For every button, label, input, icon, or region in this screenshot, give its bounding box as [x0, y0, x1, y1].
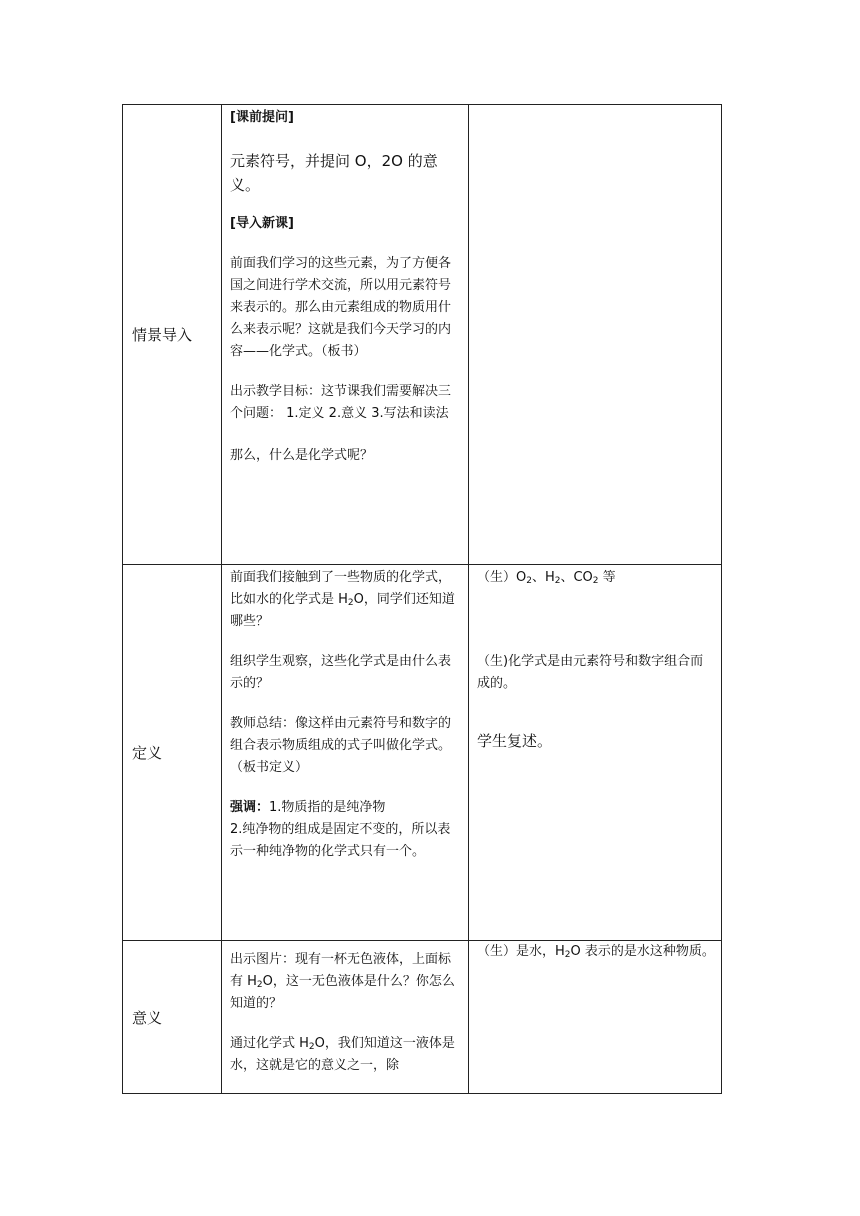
- table-row: [123, 565, 722, 941]
- teacher-activity-cell: [222, 105, 469, 565]
- paragraph: 前面我们接触到了一些物质的化学式，比如水的化学式是 $H_2O$，同学们还知道哪些？: [230, 570, 455, 629]
- student-activity-cell: [469, 565, 722, 941]
- paragraph: 组织学生观察，这些化学式是由什么表示的？: [230, 654, 452, 691]
- paragraph: 元素符号，并提问 O，2O 的意义。: [230, 152, 438, 194]
- paragraph: 出示图片：现有一杯无色液体，上面标有 $H_2O$，这一无色液体是什么？你怎么知道的？: [230, 952, 455, 1011]
- table-row: [123, 105, 722, 565]
- student-response: （生)化学式是由元素符号和数字组合而成的。: [477, 654, 704, 691]
- teacher-activity-cell: [222, 941, 469, 1094]
- paragraph: 那么，什么是化学式呢？: [230, 448, 374, 463]
- section-heading: [导入新课]: [230, 216, 294, 231]
- student-activity-cell: [469, 105, 722, 565]
- emphasis-label: 强调：: [230, 800, 270, 815]
- paragraph: 教师总结：像这样由元素符号和数字的组合表示物质组成的式子叫做化学式。（板书定义）: [230, 716, 452, 775]
- student-response: 学生复述。: [477, 732, 553, 750]
- paragraph: 出示教学目标：这节课我们需要解决三个问题： 1.定义 2.意义 3.写法和读法: [230, 384, 452, 421]
- student-response: （生）$O_2$、$H_2$、$CO_2$ 等: [477, 570, 616, 586]
- row-label: 情景导入: [123, 105, 222, 565]
- row-label: 意义: [123, 941, 222, 1094]
- emphasis-paragraph: 强调：1.物质指的是纯净物: [230, 800, 386, 815]
- section-heading: [课前提问]: [230, 110, 294, 125]
- paragraph: 2.纯净物的组成是固定不变的，所以表示一种纯净物的化学式只有一个。: [230, 822, 451, 859]
- teacher-activity-cell: [222, 565, 469, 941]
- lesson-plan-table: [122, 104, 722, 1094]
- paragraph: 通过化学式 $H_2O$，我们知道这一液体是水，这就是它的意义之一，除: [230, 1036, 455, 1073]
- paragraph: 前面我们学习的这些元素，为了方便各国之间进行学术交流，所以用元素符号来表示的。那么由元素组成的物质用什么来表示呢？这就是我们今天学习的内容——化学式。（板书）: [230, 256, 452, 359]
- student-response: （生）是水，$H_2O$ 表示的是水这种物质。: [477, 944, 715, 960]
- row-label: 定义: [123, 565, 222, 941]
- student-activity-cell: [469, 941, 722, 1094]
- table-row: [123, 941, 722, 1094]
